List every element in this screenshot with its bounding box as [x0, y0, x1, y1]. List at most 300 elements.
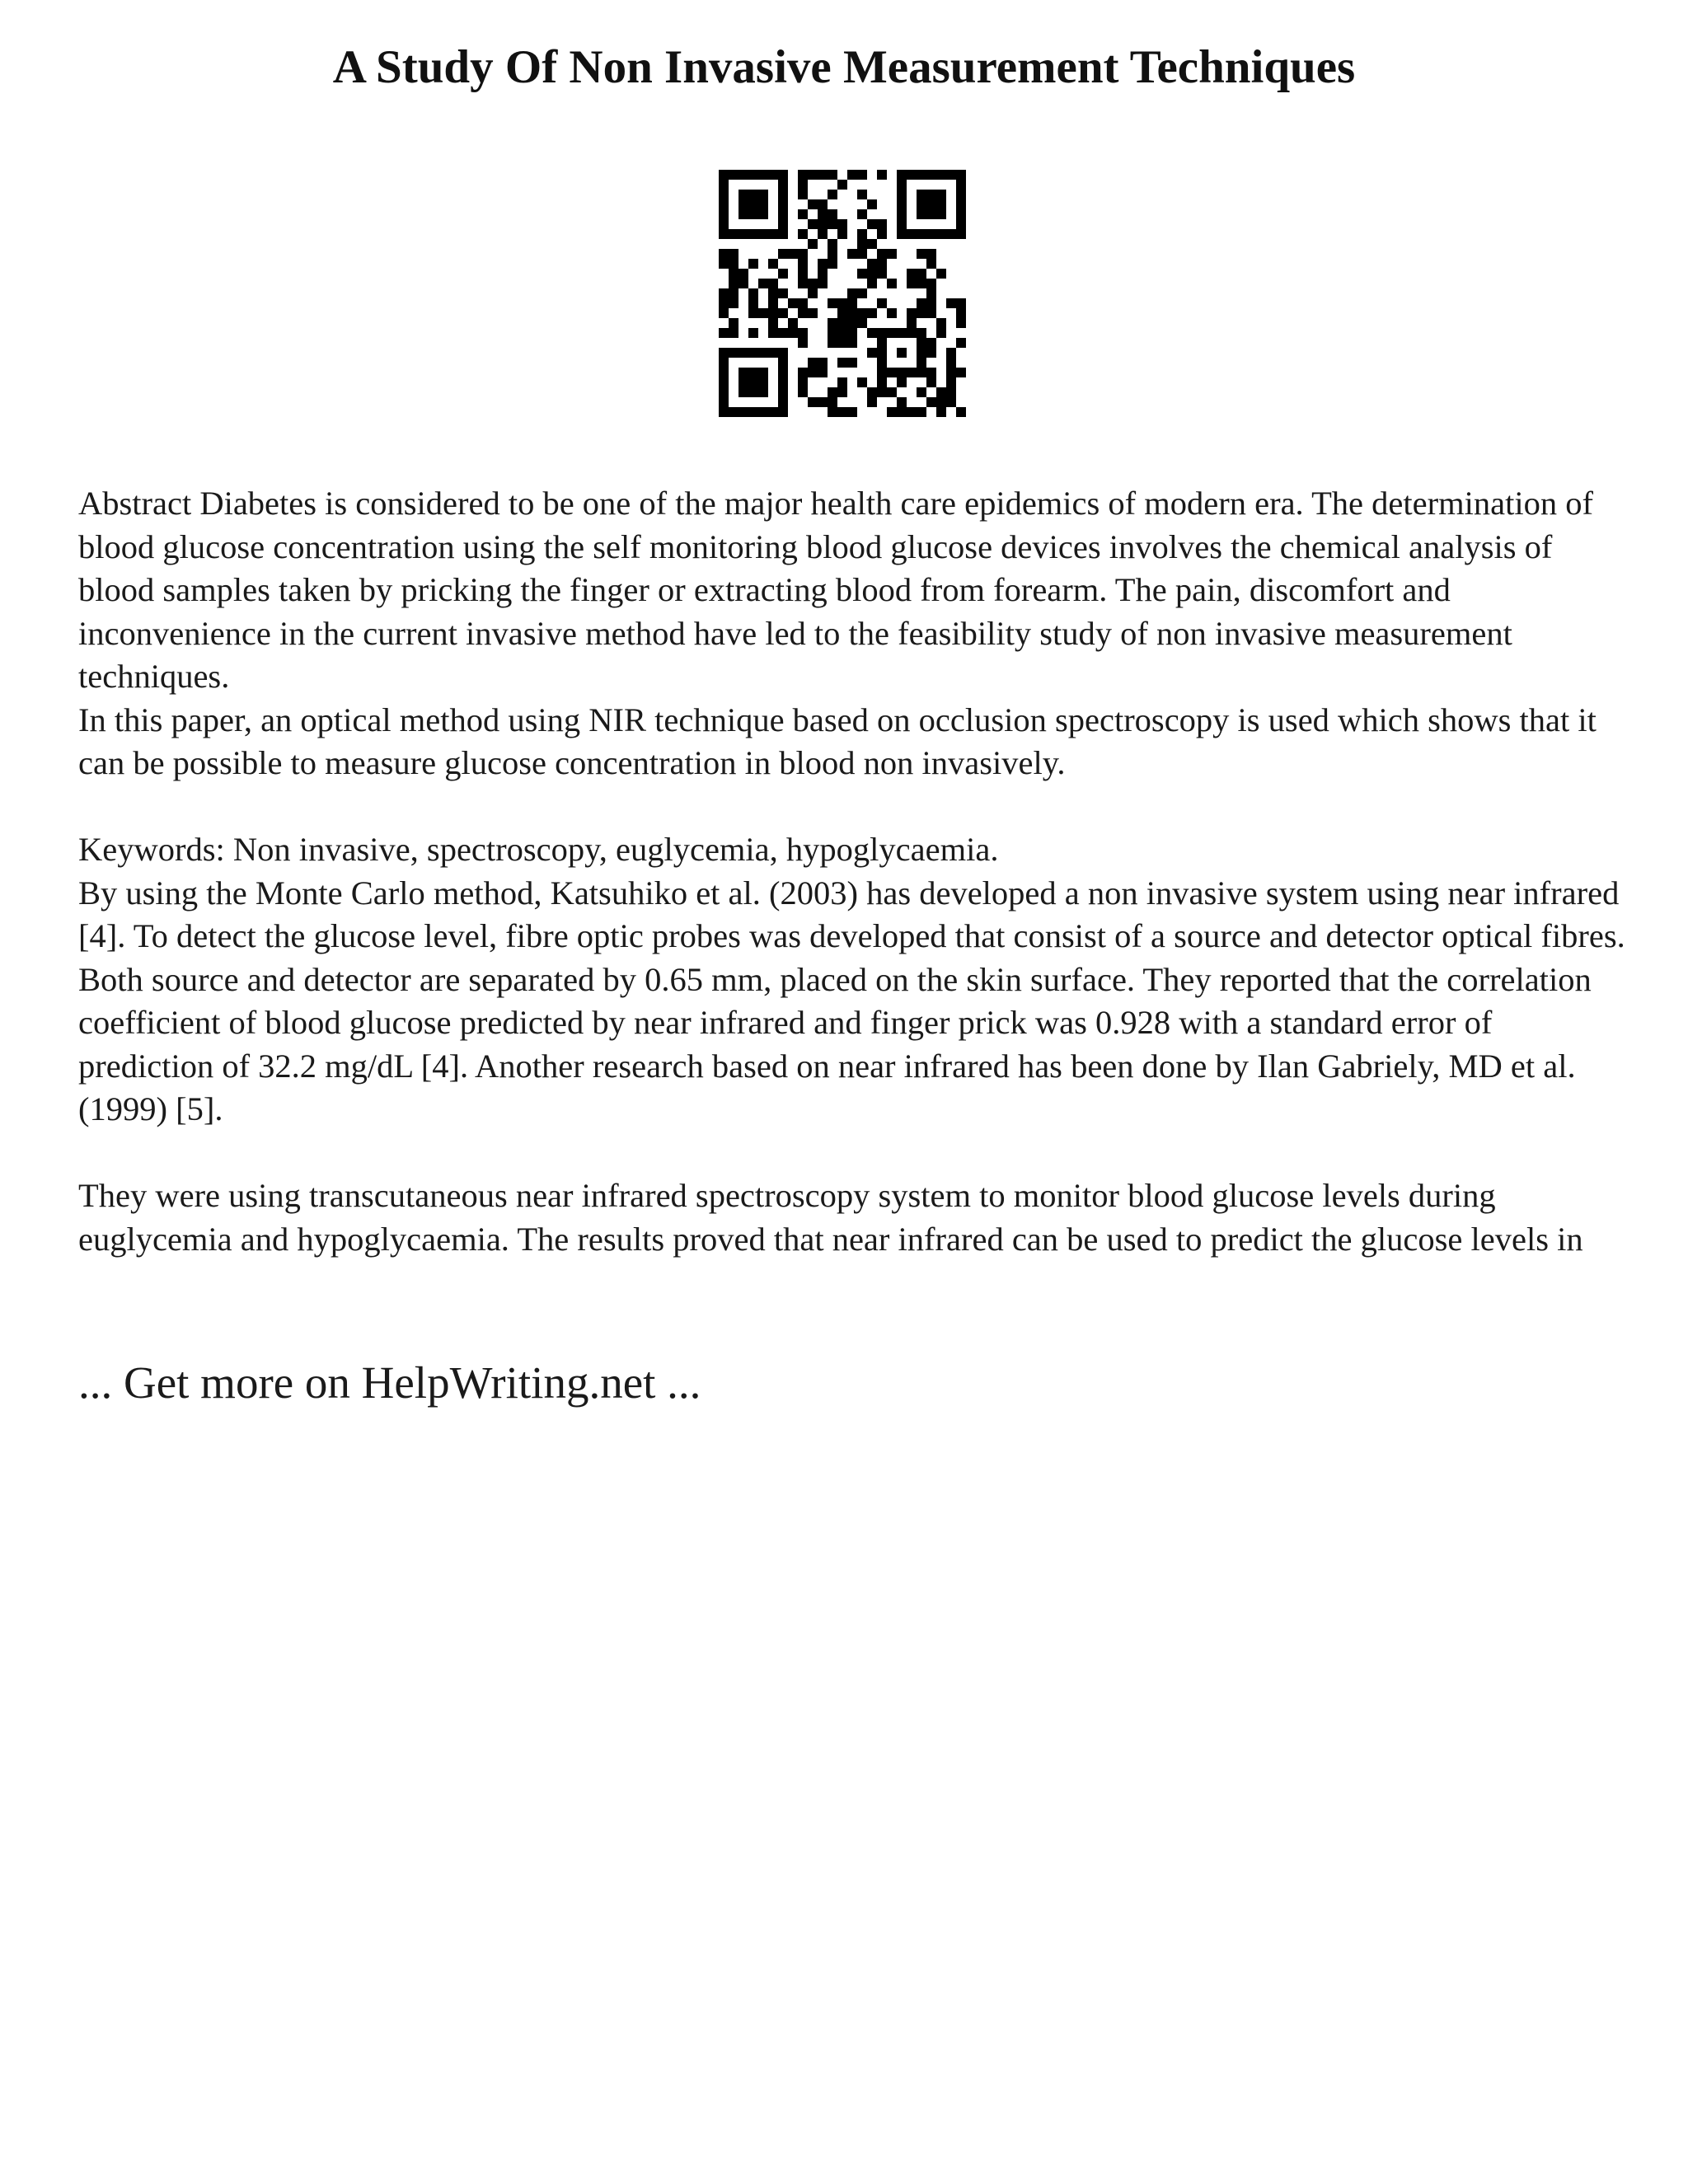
qr-module	[748, 328, 758, 338]
qr-module	[738, 407, 748, 417]
qr-module	[917, 358, 926, 368]
qr-module	[818, 269, 828, 279]
qr-module	[719, 368, 729, 377]
qr-module	[748, 170, 758, 180]
qr-module	[798, 387, 808, 397]
qr-module	[808, 199, 818, 209]
qr-module	[748, 199, 758, 209]
qr-module	[877, 328, 887, 338]
qr-module	[758, 279, 768, 288]
qr-module	[936, 328, 946, 338]
qr-module	[917, 308, 926, 318]
qr-module	[847, 288, 857, 298]
qr-module	[758, 199, 768, 209]
qr-module	[956, 338, 966, 348]
qr-module	[907, 368, 917, 377]
qr-module	[857, 308, 867, 318]
qr-module	[956, 308, 966, 318]
qr-module	[907, 308, 917, 318]
qr-module	[818, 259, 828, 269]
qr-module	[847, 407, 857, 417]
qr-module	[897, 170, 907, 180]
qr-module	[738, 199, 748, 209]
qr-module	[788, 328, 798, 338]
qr-module	[956, 229, 966, 239]
qr-module	[887, 387, 897, 397]
qr-module	[778, 308, 788, 318]
qr-module	[748, 229, 758, 239]
qr-module	[877, 338, 887, 348]
qr-module	[917, 249, 926, 259]
qr-module	[887, 308, 897, 318]
qr-module	[926, 298, 936, 308]
qr-module	[897, 229, 907, 239]
qr-module	[897, 209, 907, 219]
qr-module	[867, 279, 877, 288]
qr-module	[946, 170, 956, 180]
qr-module	[828, 407, 837, 417]
qr-module	[828, 397, 837, 407]
monte-carlo-paragraph: By using the Monte Carlo method, Katsuhiko et al. (2003) has developed a non invasive system using near infrared [4]. To detect the glucose level, fibre optic probes was developed that consist of a source and detector optical fibres. Both source and detector are separated by 0.65 mm, placed on the skin surface. They reported that the correlation coefficient of blood glucose predicted by near infrared and finger prick was 0.928 with a standard error of prediction of 32.2 mg/dL [4]. Another research based on near infrared has been done by Ilan Gabriely, MD et al. (1999) [5].	[78, 874, 1625, 1127]
qr-module	[719, 308, 729, 318]
qr-module	[768, 288, 778, 298]
qr-module	[738, 190, 748, 199]
qr-module	[936, 269, 946, 279]
qr-module	[926, 377, 936, 387]
qr-module	[877, 259, 887, 269]
qr-module	[907, 407, 917, 417]
qr-module	[946, 358, 956, 368]
qr-module	[926, 259, 936, 269]
qr-module	[917, 190, 926, 199]
qr-module	[847, 328, 857, 338]
qr-module	[897, 377, 907, 387]
qr-module	[936, 397, 946, 407]
qr-module	[748, 377, 758, 387]
qr-module	[729, 259, 738, 269]
qr-module	[719, 377, 729, 387]
qr-module	[877, 368, 887, 377]
qr-module	[946, 229, 956, 239]
qr-module	[897, 407, 907, 417]
qr-module	[778, 288, 788, 298]
method-paragraph: In this paper, an optical method using NIR technique based on occlusion spectroscopy is used which shows that it can be possible to measure glucose concentration in blood non invasively.	[78, 701, 1597, 781]
qr-module	[936, 190, 946, 199]
qr-module	[877, 377, 887, 387]
qr-module	[719, 348, 729, 358]
qr-module	[956, 170, 966, 180]
qr-module	[828, 318, 837, 328]
qr-module	[778, 358, 788, 368]
qr-module	[897, 190, 907, 199]
qr-module	[917, 368, 926, 377]
qr-module	[897, 199, 907, 209]
qr-module	[946, 397, 956, 407]
qr-module	[818, 279, 828, 288]
qr-module	[788, 249, 798, 259]
qr-module	[887, 407, 897, 417]
get-more-link[interactable]: ... Get more on HelpWriting.net ...	[78, 1357, 701, 1408]
qr-module	[917, 407, 926, 417]
qr-module	[936, 318, 946, 328]
qr-module	[738, 209, 748, 219]
qr-module	[877, 269, 887, 279]
qr-module	[837, 298, 847, 308]
qr-module	[847, 358, 857, 368]
qr-module	[738, 269, 748, 279]
qr-module	[946, 348, 956, 358]
qr-module	[857, 377, 867, 387]
qr-module	[729, 170, 738, 180]
qr-module	[917, 229, 926, 239]
qr-module	[798, 269, 808, 279]
qr-module	[778, 170, 788, 180]
qr-module	[818, 209, 828, 219]
qr-module	[907, 170, 917, 180]
qr-module	[778, 269, 788, 279]
qr-module	[897, 397, 907, 407]
qr-module	[818, 170, 828, 180]
qr-module	[847, 318, 857, 328]
qr-module	[837, 219, 847, 229]
keywords-paragraph: Keywords: Non invasive, spectroscopy, euglycemia, hypoglycaemia.	[78, 831, 999, 868]
qr-module	[808, 239, 818, 249]
qr-module	[808, 397, 818, 407]
qr-module	[936, 407, 946, 417]
qr-module	[808, 219, 818, 229]
qr-module	[778, 377, 788, 387]
qr-module	[729, 288, 738, 298]
qr-module	[798, 180, 808, 190]
qr-module	[907, 318, 917, 328]
qr-module	[847, 170, 857, 180]
qr-module	[798, 170, 808, 180]
qr-module	[828, 219, 837, 229]
qr-module	[729, 279, 738, 288]
qr-module	[719, 249, 729, 259]
qr-module	[917, 279, 926, 288]
qr-module	[956, 318, 966, 328]
qr-module	[926, 397, 936, 407]
qr-module	[887, 328, 897, 338]
qr-module	[936, 199, 946, 209]
qr-module	[729, 318, 738, 328]
qr-module	[837, 377, 847, 387]
qr-module	[926, 249, 936, 259]
qr-module	[738, 377, 748, 387]
qr-module	[917, 348, 926, 358]
qr-module	[778, 249, 788, 259]
qr-module	[917, 328, 926, 338]
qr-module	[857, 229, 867, 239]
qr-module	[946, 387, 956, 397]
qr-module	[798, 249, 808, 259]
qr-module	[956, 219, 966, 229]
qr-module	[758, 209, 768, 219]
qr-module	[828, 298, 837, 308]
abstract-paragraph: Abstract Diabetes is considered to be one of the major health care epidemics of modern era. The determination of blood glucose concentration using the self monitoring blood glucose devices involves the chemical analysis of blood samples taken by pricking the finger or extracting blood from forearm. The pain, discomfort and inconvenience in the current invasive method have led to the feasibility study of non invasive measurement techniques.	[78, 485, 1593, 695]
qr-module	[877, 298, 887, 308]
qr-module	[926, 288, 936, 298]
qr-module	[738, 170, 748, 180]
qr-module	[719, 288, 729, 298]
qr-module	[956, 199, 966, 209]
qr-module	[818, 219, 828, 229]
document-title: A Study Of Non Invasive Measurement Techniques	[332, 41, 1356, 93]
qr-module	[887, 368, 897, 377]
qr-module	[738, 348, 748, 358]
qr-module	[729, 269, 738, 279]
qr-module	[719, 190, 729, 199]
qr-module	[778, 387, 788, 397]
qr-module	[867, 397, 877, 407]
qr-module	[778, 209, 788, 219]
qr-module	[847, 308, 857, 318]
qr-module	[738, 368, 748, 377]
qr-module	[946, 377, 956, 387]
qr-module	[867, 219, 877, 229]
qr-module	[818, 397, 828, 407]
qr-module	[956, 368, 966, 377]
qr-module	[758, 229, 768, 239]
qr-module	[758, 170, 768, 180]
qr-module	[768, 279, 778, 288]
qr-module	[798, 229, 808, 239]
qr-module	[936, 209, 946, 219]
qr-module	[936, 387, 946, 397]
qr-module	[867, 269, 877, 279]
qr-module	[956, 298, 966, 308]
qr-module	[828, 338, 837, 348]
qr-module	[748, 298, 758, 308]
qr-module	[748, 308, 758, 318]
qr-module	[758, 387, 768, 397]
qr-module	[877, 229, 887, 239]
qr-module	[857, 288, 867, 298]
qr-module	[748, 368, 758, 377]
qr-module	[798, 259, 808, 269]
document-body	[78, 482, 1628, 1261]
qr-module	[778, 219, 788, 229]
qr-module	[877, 348, 887, 358]
qr-module	[926, 348, 936, 358]
qr-module	[837, 180, 847, 190]
qr-module	[818, 368, 828, 377]
qr-module	[847, 249, 857, 259]
qr-module	[798, 328, 808, 338]
qr-module	[729, 328, 738, 338]
qr-module	[738, 279, 748, 288]
qr-module	[719, 229, 729, 239]
qr-module	[837, 358, 847, 368]
qr-module	[808, 358, 818, 368]
qr-module	[808, 279, 818, 288]
qr-module	[768, 308, 778, 318]
qr-module	[837, 407, 847, 417]
qr-module	[837, 308, 847, 318]
qr-module	[877, 387, 887, 397]
qr-module	[926, 338, 936, 348]
qr-module	[719, 358, 729, 368]
qr-module	[719, 209, 729, 219]
qr-module	[857, 269, 867, 279]
qr-module	[857, 190, 867, 199]
qr-module	[857, 318, 867, 328]
qr-module	[828, 170, 837, 180]
qr-module	[917, 170, 926, 180]
qr-module	[798, 377, 808, 387]
qr-module	[729, 229, 738, 239]
qr-module	[798, 308, 808, 318]
qr-module	[877, 358, 887, 368]
qr-module	[867, 199, 877, 209]
qr-module	[877, 219, 887, 229]
paragraph-spacer	[78, 785, 1628, 829]
qr-module	[857, 249, 867, 259]
qr-module	[788, 318, 798, 328]
qr-module	[778, 397, 788, 407]
qr-module	[857, 209, 867, 219]
qr-module	[897, 180, 907, 190]
qr-module	[818, 199, 828, 209]
qr-module	[719, 199, 729, 209]
qr-module	[867, 328, 877, 338]
qr-module	[808, 308, 818, 318]
qr-module	[907, 328, 917, 338]
qr-module	[926, 170, 936, 180]
qr-module	[748, 209, 758, 219]
qr-module	[857, 239, 867, 249]
qr-module	[798, 209, 808, 219]
qr-module	[867, 239, 877, 249]
paragraph-spacer	[78, 1132, 1628, 1175]
qr-module	[926, 209, 936, 219]
qr-module	[758, 308, 768, 318]
qr-module	[897, 348, 907, 358]
qr-module	[778, 348, 788, 358]
qr-module	[748, 407, 758, 417]
qr-module	[917, 209, 926, 219]
qr-module	[719, 387, 729, 397]
qr-module	[798, 279, 808, 288]
qr-module	[788, 298, 798, 308]
qr-module	[828, 249, 837, 259]
qr-module	[837, 328, 847, 338]
transcutaneous-paragraph: They were using transcutaneous near infrared spectroscopy system to monitor blood glucose levels during euglycemia and hypoglycaemia. The results proved that near infrared can be used to predict the glucose levels in	[78, 1177, 1583, 1258]
qr-module	[956, 209, 966, 219]
qr-module	[867, 387, 877, 397]
qr-module	[917, 199, 926, 209]
qr-module	[828, 190, 837, 199]
qr-module	[867, 259, 877, 269]
qr-module	[837, 229, 847, 239]
qr-module	[768, 170, 778, 180]
qr-module	[867, 348, 877, 358]
qr-module	[758, 368, 768, 377]
qr-module	[897, 219, 907, 229]
qr-module	[926, 368, 936, 377]
qr-module	[907, 229, 917, 239]
qr-module	[897, 368, 907, 377]
qr-module	[837, 338, 847, 348]
qr-module	[926, 308, 936, 318]
qr-module	[837, 318, 847, 328]
qr-module	[798, 190, 808, 199]
qr-module	[729, 249, 738, 259]
qr-module	[828, 239, 837, 249]
qr-module	[847, 298, 857, 308]
qr-module	[818, 229, 828, 239]
qr-module	[778, 199, 788, 209]
qr-module	[857, 170, 867, 180]
qr-module	[768, 407, 778, 417]
qr-module	[778, 180, 788, 190]
qr-module	[917, 298, 926, 308]
qr-module	[907, 269, 917, 279]
qr-module	[729, 298, 738, 308]
qr-code-icon	[719, 170, 966, 417]
qr-module	[936, 229, 946, 239]
qr-module	[778, 368, 788, 377]
qr-module	[917, 269, 926, 279]
qr-module	[808, 170, 818, 180]
qr-module	[828, 328, 837, 338]
qr-module	[738, 387, 748, 397]
qr-module	[798, 298, 808, 308]
qr-module	[936, 170, 946, 180]
qr-module	[926, 190, 936, 199]
qr-module	[946, 368, 956, 377]
qr-module	[758, 348, 768, 358]
qr-module	[778, 407, 788, 417]
qr-module	[808, 288, 818, 298]
qr-module	[738, 229, 748, 239]
qr-module	[768, 348, 778, 358]
qr-module	[748, 259, 758, 269]
qr-module	[758, 190, 768, 199]
qr-module	[768, 318, 778, 328]
qr-module	[926, 199, 936, 209]
qr-module	[946, 298, 956, 308]
qr-module	[719, 219, 729, 229]
qr-module	[926, 229, 936, 239]
qr-module	[907, 279, 917, 288]
qr-module	[867, 308, 877, 318]
qr-module	[719, 298, 729, 308]
qr-module	[917, 338, 926, 348]
qr-module	[887, 249, 897, 259]
qr-module	[719, 180, 729, 190]
qr-module	[778, 229, 788, 239]
qr-module	[926, 279, 936, 288]
qr-module	[748, 387, 758, 397]
qr-module	[887, 279, 897, 288]
qr-module	[729, 348, 738, 358]
qr-module	[917, 387, 926, 397]
qr-module	[877, 170, 887, 180]
qr-module	[956, 407, 966, 417]
qr-module	[837, 387, 847, 397]
qr-module	[768, 328, 778, 338]
qr-module	[798, 368, 808, 377]
qr-module	[828, 259, 837, 269]
qr-module	[818, 358, 828, 368]
qr-module	[778, 328, 788, 338]
qr-module	[719, 407, 729, 417]
qr-module	[748, 288, 758, 298]
qr-module	[768, 259, 778, 269]
qr-module	[719, 328, 729, 338]
